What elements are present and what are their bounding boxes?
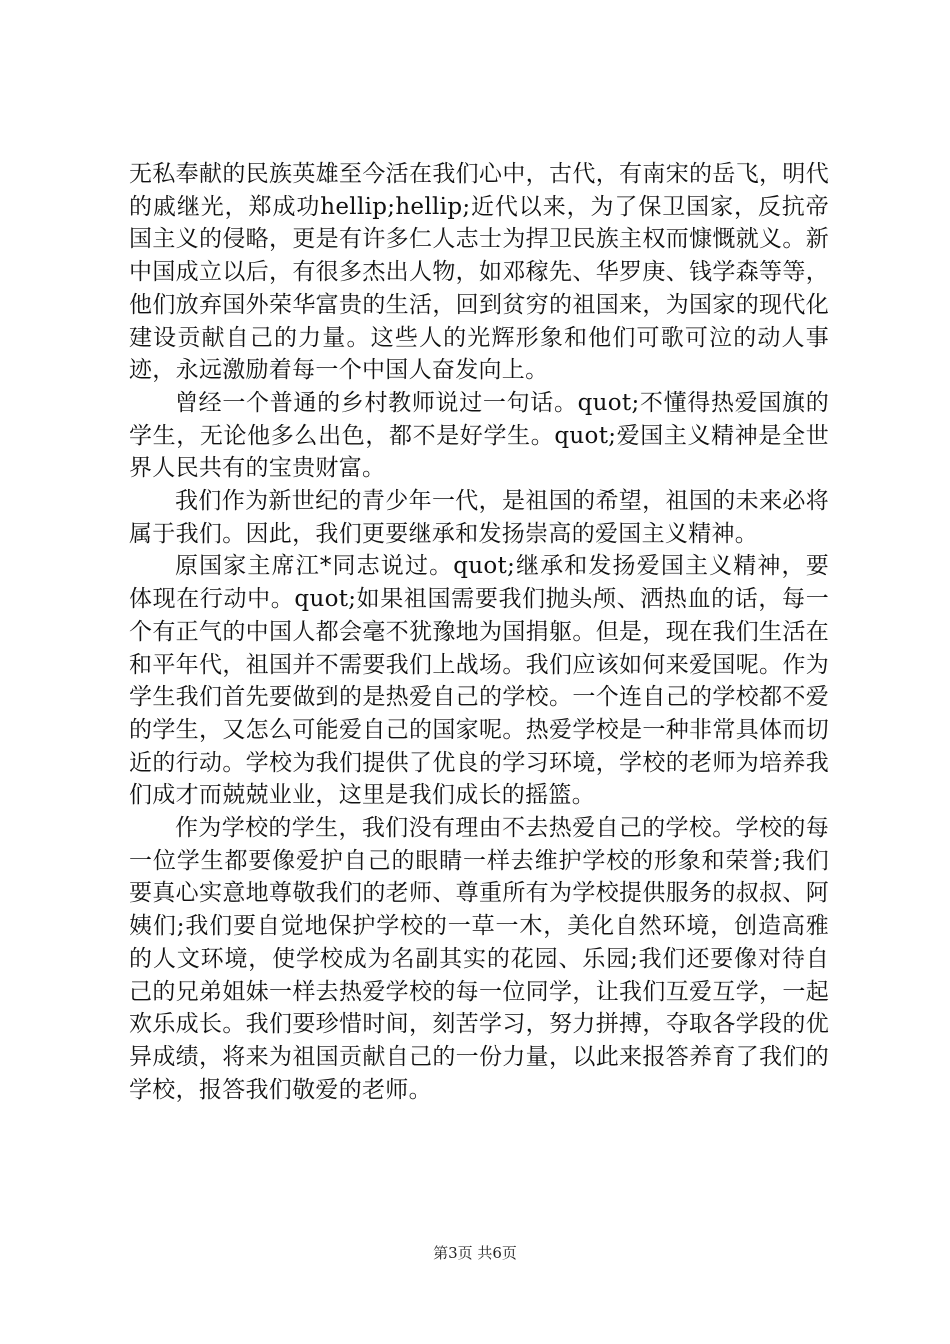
- paragraph-youth: 我们作为新世纪的青少年一代，是祖国的希望，祖国的未来必将属于我们。因此，我们更要继承和发扬崇高的爱国主义精神。: [129, 488, 829, 547]
- document-body: [129, 158, 829, 1106]
- page-number-footer: 第3页 共6页: [433, 1244, 517, 1262]
- paragraph-student-duties: 作为学校的学生，我们没有理由不去热爱自己的学校。学校的每一位学生都要像爱护自己的眼睛一样去维护学校的形象和荣誉;我们要真心实意地尊敬我们的老师、尊重所有为学校提供服务的叔叔、阿姨们;我们要自觉地保护学校的一草一木，美化自然环境，创造高雅的人文环境，使学校成为名副其实的花园、乐园;我们还要像对待自己的兄弟姐妹一样去热爱学校的每一位同学，让我们互爱互学，一起欢乐成长。我们要珍惜时间，刻苦学习，努力拼搏，夺取各学段的优异成绩，将来为祖国贡献自己的一份力量，以此来报答养育了我们的学校，报答我们敬爱的老师。: [129, 815, 829, 1103]
- paragraph-love-school: 原国家主席江*同志说过。quot;继承和发扬爱国主义精神，要体现在行动中。quot;如果祖国需要我们抛头颅、洒热血的话，每一个有正气的中国人都会毫不犹豫地为国捐躯。但是，现在我们生活在和平年代，祖国并不需要我们上战场。我们应该如何来爱国呢。作为学生我们首先要做到的是热爱自己的学校。一个连自己的学校都不爱的学生，又怎么可能爱自己的国家呢。热爱学校是一种非常具体而切近的行动。学校为我们提供了优良的学习环境，学校的老师为培养我们成才而兢兢业业，这里是我们成长的摇篮。: [129, 553, 829, 809]
- paragraph-heroes: 无私奉献的民族英雄至今活在我们心中，古代，有南宋的岳飞，明代的戚继光，郑成功hellip;hellip;近代以来，为了保卫国家，反抗帝国主义的侵略，更是有许多仁人志士为捍卫民族主权而慷慨就义。新中国成立以后，有很多杰出人物，如邓稼先、华罗庚、钱学森等等，他们放弃国外荣华富贵的生活，回到贫穷的祖国来，为国家的现代化建设贡献自己的力量。这些人的光辉形象和他们可歌可泣的动人事迹，永远激励着每一个中国人奋发向上。: [129, 161, 829, 384]
- paragraph-teacher-quote: 曾经一个普通的乡村教师说过一句话。quot;不懂得热爱国旗的学生，无论他多么出色，都不是好学生。quot;爱国主义精神是全世界人民共有的宝贵财富。: [129, 389, 829, 482]
